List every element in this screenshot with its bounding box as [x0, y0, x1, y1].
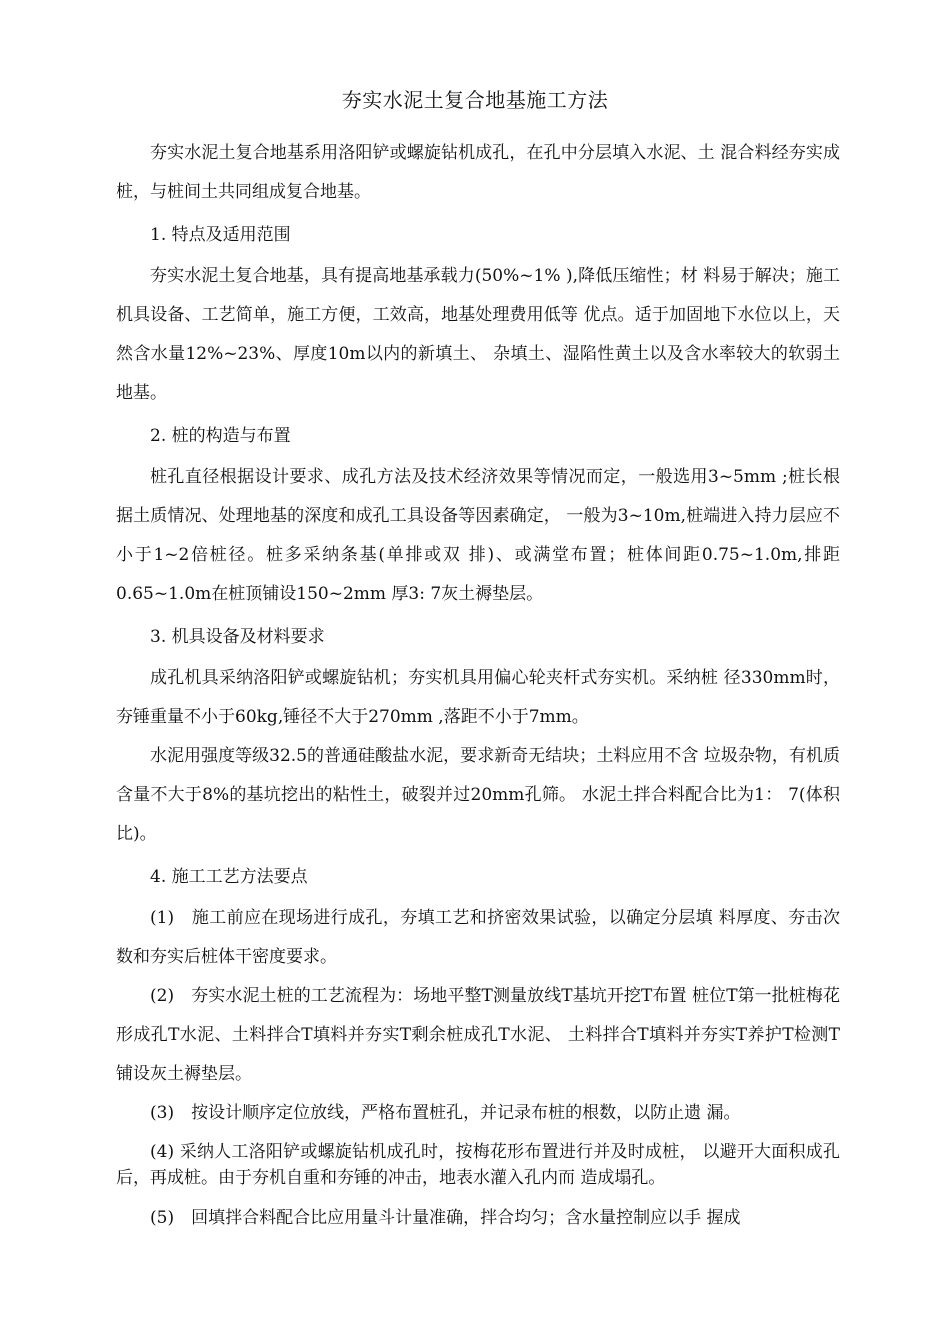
section-paragraph: 夯实水泥土复合地基，具有提高地基承载力(50%~1% ),降低压缩性；材 料易于解决；施工机具设备、工艺简单，施工方便，工效高，地基处理费用低等 优点。适于加固地下水位以上，天然含水量12%~23%、厚度10m以内的新填土、 杂填土、湿陷性黄土以及含水率较大的软弱土地基。: [116, 266, 840, 403]
numbered-paragraph: (2) 夯实水泥土桩的工艺流程为：场地平整T测量放线T基坑开挖T布置 桩位T第一批桩梅花形成孔T水泥、土料拌合T填料并夯实T剩余桩成孔T水泥、 土料拌合T填料并夯实T养护T检测T铺设灰土褥垫层。: [116, 986, 840, 1084]
section-paragraph: 水泥用强度等级32.5的普通硅酸盐水泥，要求新奇无结块；土料应用不含 垃圾杂物，有机质含量不大于8%的基坑挖出的粘性土，破裂并过20mm孔筛。 水泥土拌合料配合比为1： 7(体积比)。: [116, 746, 840, 844]
numbered-paragraph: (5) 回填拌合料配合比应用量斗计量准确，拌合均匀；含水量控制应以手 握成: [150, 1208, 741, 1228]
numbered-paragraph: (1) 施工前应在现场进行成孔，夯填工艺和挤密效果试验，以确定分层填 料厚度、夯击次数和夯实后桩体干密度要求。: [116, 908, 840, 967]
section-paragraph: 成孔机具采纳洛阳铲或螺旋钻机；夯实机具用偏心轮夹杆式夯实机。采纳桩 径330mm时，夯锤重量不小于60kg,锤径不大于270mm ,落距不小于7mm。: [116, 668, 840, 727]
numbered-paragraph: (3) 按设计顺序定位放线，严格布置桩孔，并记录布桩的根数，以防止遗 漏。: [150, 1103, 741, 1123]
document-title: 夯实水泥土复合地基施工方法: [341, 88, 609, 112]
numbered-paragraph: (4) 采纳人工洛阳铲或螺旋钻机成孔时，按梅花形布置进行并及时成桩， 以避开大面积成孔后，再成桩。由于夯机自重和夯锤的冲击，地表水灌入孔内而 造成塌孔。: [116, 1142, 840, 1188]
section-4: [116, 858, 840, 1238]
section-2: [116, 417, 840, 614]
document-body: [116, 134, 840, 1238]
section-heading: 1. 特点及适用范围: [150, 225, 291, 245]
intro-paragraph: 夯实水泥土复合地基系用洛阳铲或螺旋钻机成孔，在孔中分层填入水泥、土 混合料经夯实成桩，与桩间土共同组成复合地基。: [116, 143, 840, 202]
section-heading: 4. 施工工艺方法要点: [150, 867, 308, 887]
section-heading: 3. 机具设备及材料要求: [150, 627, 325, 647]
section-heading: 2. 桩的构造与布置: [150, 426, 291, 446]
section-paragraph: 桩孔直径根据设计要求、成孔方法及技术经济效果等情况而定，一般选用3~5mm ;桩长根据土质情况、处理地基的深度和成孔工具设备等因素确定， 一般为3~10m,桩端进入持力层应不小于1~2倍桩径。桩多采纳条基(单排或双 排)、或满堂布置；桩体间距0.75~1.0m,排距0.65~1.0m在桩顶铺设150~2mm 厚3: 7灰土褥垫层。: [116, 467, 840, 604]
section-1: [116, 216, 840, 413]
section-3: [116, 618, 840, 854]
